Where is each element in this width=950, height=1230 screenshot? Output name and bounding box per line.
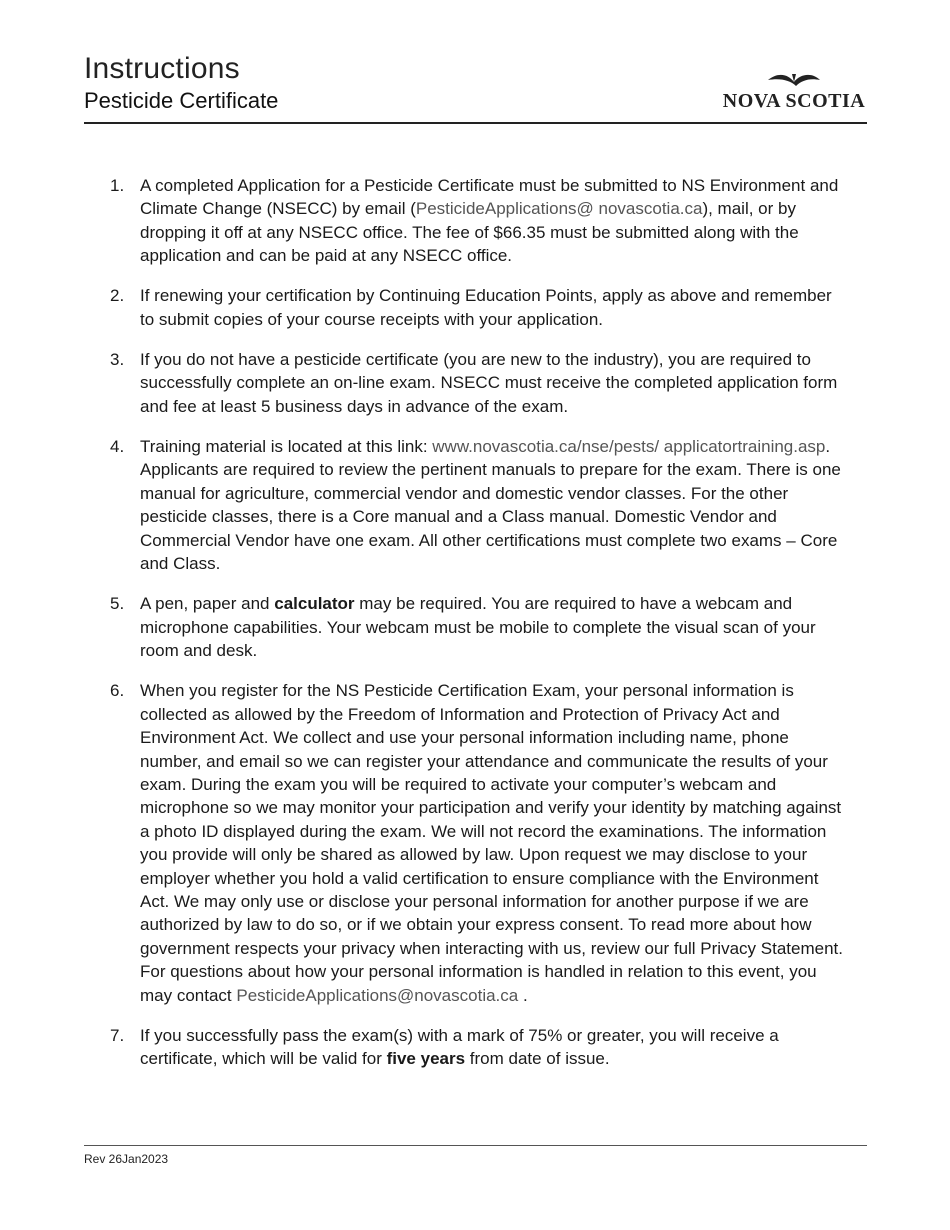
list-item: 7. If you successfully pass the exam(s) with a mark of 75% or greater, you will receive a certificate, which will be valid for five years from date of issue. [110, 1025, 779, 1069]
page-subtitle: Pesticide Certificate [84, 88, 279, 113]
page-title: Instructions [84, 52, 240, 85]
footer-divider [84, 1145, 867, 1146]
list-item: 4. Training material is located at this link: www.novascotia.ca/nse/pests/ applicatortraining.asp. Applicants are required to review the pertinent manuals to prepare for the exam. There is one manual for agriculture, commercial vendor and domestic vendor classes. For the other pesticide classes, there is a Core manual and a Class manual. Domestic Vendor and Commercial Vendor have one exam. All other certifications must complete two exams – Core and Class. [110, 437, 841, 574]
email-link[interactable]: PesticideApplications@ novascotia.ca [415, 199, 703, 219]
instructions-list [110, 174, 850, 1087]
training-link[interactable]: www.novascotia.ca/nse/pests/ applicatortraining.asp [432, 437, 826, 457]
list-item: 6. When you register for the NS Pesticide Certification Exam, your personal information is collected as allowed by the Freedom of Information and Protection of Privacy Act and Environment Act. We collect and use your personal information including name, phone number, and email so we can register your attendance and communicate the results of your exam. During the exam you will be required to activate your computer’s webcam and microphone so we may monitor your participation and verify your identity by matching against a photo ID displayed during the exam. We will not record the examinations. The information you provide will only be shared as allowed by law. Upon request we may disclose to your employer whether you hold a valid certification to ensure compliance with the Environment Act. We may only use or disclose your personal information for another purpose if we are authorized by law to do so, or if we obtain your express consent. To read more about how government respects your privacy when interacting with us, review our full Privacy Statement. For questions about how your personal information is handled in relation to this event, you may contact PesticideApplications@novascotia.ca . [110, 681, 843, 1005]
header-divider [84, 122, 867, 124]
contact-email-link[interactable]: PesticideApplications@novascotia.ca [236, 985, 519, 1005]
list-item: 5. A pen, paper and calculator may be required. You are required to have a webcam and microphone capabilities. Your webcam must be mobile to complete the visual scan of your room and desk. [110, 594, 816, 661]
revision-date: Rev 26Jan2023 [84, 1152, 169, 1166]
list-item: 3. If you do not have a pesticide certificate (you are new to the industry), you are required to successfully complete an on-line exam. NSECC must receive the completed application form and fee at least 5 business days in advance of the exam. [110, 350, 838, 416]
nova-scotia-logo [720, 70, 868, 112]
list-item: 1. A completed Application for a Pesticide Certificate must be submitted to NS Environment and Climate Change (NSECC) by email (PesticideApplications@ novascotia.ca), mail, or by dropping it off at any NSECC office. The fee of $66.35 must be submitted along with the application and can be paid at any NSECC office. [110, 176, 839, 266]
list-item: 2. If renewing your certification by Continuing Education Points, apply as above and remember to submit copies of your course receipts with your application. [110, 286, 832, 329]
svg-text:NOVA SCOTIA: NOVA SCOTIA [722, 90, 866, 112]
